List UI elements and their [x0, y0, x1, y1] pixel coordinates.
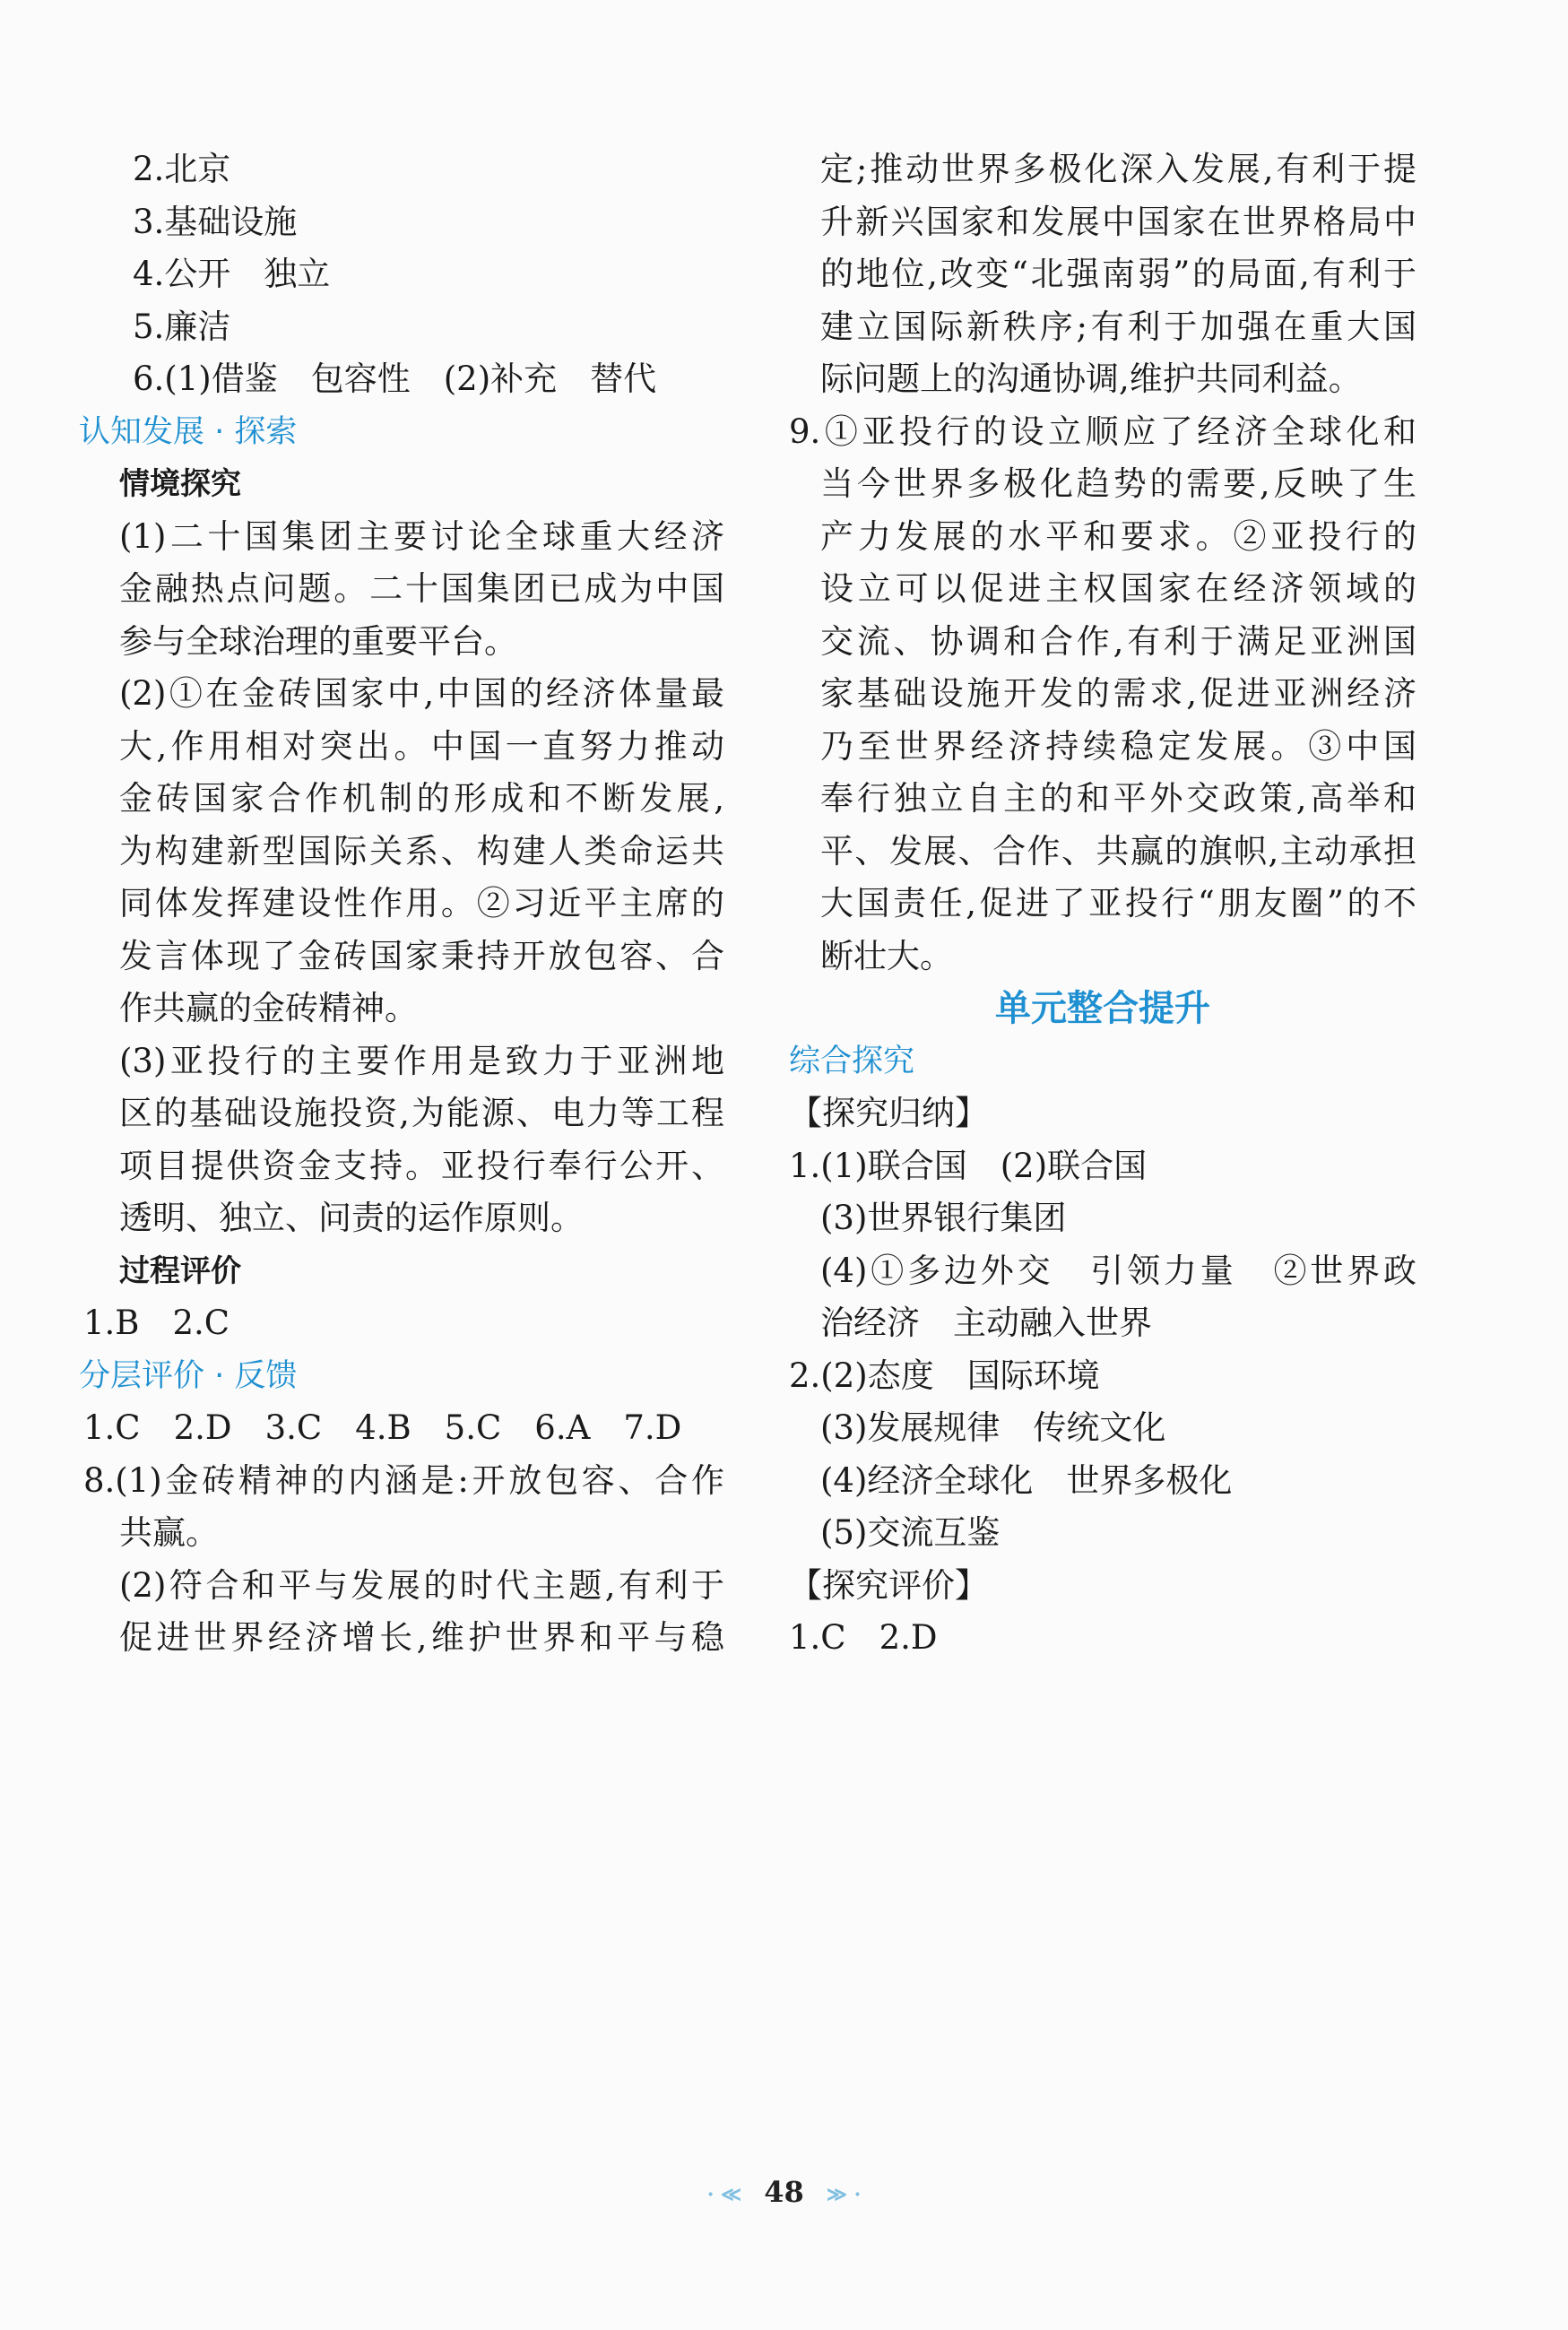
answer-line: 产力发展的水平和要求。②亚投行的: [820, 516, 1416, 556]
answer-line: 促进世界经济增长,维护世界和平与稳: [119, 1618, 724, 1657]
unit-title: 单元整合提升: [995, 987, 1210, 1029]
answer-line: (3)亚投行的主要作用是致力于亚洲地: [119, 1041, 724, 1080]
left-column: [79, 143, 724, 1665]
answer-line: 区的基础设施投资,为能源、电力等工程: [119, 1094, 724, 1132]
answer-line: 当今世界多极化趋势的需要,反映了生: [820, 464, 1416, 503]
answer-line: 8.(1)金砖精神的内涵是:开放包容、合作: [83, 1460, 724, 1500]
answer-line: 作共赢的金砖精神。: [119, 989, 418, 1027]
answer-line: 3.基础设施: [133, 202, 298, 241]
answer-line: 5.廉洁: [133, 307, 231, 346]
answer-line: 2.北京: [133, 150, 231, 188]
answer-line: 参与全球治理的重要平台。: [119, 621, 517, 661]
section-heading-feedback: 分层评价 · 反馈: [79, 1357, 298, 1394]
answer-line: 大国责任,促进了亚投行“朋友圈”的不: [820, 884, 1416, 922]
answer-line: 1.C 2.D: [789, 1618, 938, 1657]
answer-line: 透明、独立、问责的运作原则。: [119, 1199, 584, 1237]
answer-line: (2)符合和平与发展的时代主题,有利于: [119, 1565, 724, 1605]
answer-line: 2.(2)态度 国际环境: [789, 1356, 1100, 1395]
subheading-situation: 情境探究: [119, 466, 241, 502]
answer-line: (3)发展规律 传统文化: [820, 1408, 1166, 1447]
answer-line: 4.公开 独立: [133, 255, 331, 293]
answer-line: 9.①亚投行的设立顺应了经济全球化和: [789, 411, 1416, 451]
answer-line: 1.B 2.C: [83, 1304, 230, 1342]
answer-line: 发言体现了金砖国家秉持开放包容、合: [119, 936, 724, 975]
answer-line: 升新兴国家和发展中国家在世界格局中: [820, 202, 1416, 241]
answer-line: 金砖国家合作机制的形成和不断发展,: [119, 779, 724, 818]
answer-line: (4)经济全球化 世界多极化: [820, 1460, 1233, 1500]
footer-ornament-left: · ≪: [706, 2182, 742, 2206]
answer-line: (5)交流互鉴: [820, 1513, 1001, 1552]
answer-line: 建立国际新秩序;有利于加强在重大国: [820, 307, 1416, 346]
answer-line: 定;推动世界多极化深入发展,有利于提: [820, 150, 1416, 188]
answer-line: 共赢。: [119, 1513, 219, 1552]
answer-line: 大,作用相对突出。中国一直努力推动: [119, 726, 724, 766]
footer-ornament-right: ≫ ·: [826, 2182, 862, 2206]
answer-line: 乃至世界经济持续稳定发展。③中国: [820, 726, 1416, 766]
answer-line: 设立可以促进主权国家在经济领域的: [820, 569, 1416, 608]
answer-line: (3)世界银行集团: [820, 1199, 1067, 1237]
answer-line: 1.(1)联合国 (2)联合国: [789, 1146, 1148, 1185]
answer-line: 同体发挥建设性作用。②习近平主席的: [119, 884, 724, 922]
answer-line: 金融热点问题。二十国集团已成为中国: [119, 569, 724, 608]
answer-line: 治经济 主动融入世界: [820, 1304, 1152, 1342]
section-heading-comprehensive: 综合探究: [789, 1043, 915, 1079]
bracket-heading-evaluation: 【探究评价】: [789, 1565, 988, 1605]
section-heading-explore: 认知发展 · 探索: [79, 413, 298, 450]
answer-line: 断壮大。: [820, 936, 953, 975]
answer-line: 6.(1)借鉴 包容性 (2)补充 替代: [133, 359, 657, 398]
answer-line: 1.C 2.D 3.C 4.B 5.C 6.A 7.D: [83, 1408, 682, 1447]
answer-line: 的地位,改变“北强南弱”的局面,有利于: [820, 255, 1416, 293]
bracket-heading-summary: 【探究归纳】: [789, 1094, 988, 1132]
subheading-process-evaluation: 过程评价: [119, 1252, 241, 1289]
answer-line: (1)二十国集团主要讨论全球重大经济: [119, 516, 724, 556]
answer-line: (4)①多边外交 引领力量 ②世界政: [820, 1251, 1416, 1290]
answer-line: 奉行独立自主的和平外交政策,高举和: [820, 779, 1416, 818]
answer-line: 为构建新型国际关系、构建人类命运共: [119, 831, 724, 871]
answer-line: 交流、协调和合作,有利于满足亚洲国: [820, 621, 1416, 661]
page-footer: [0, 2175, 1568, 2209]
answer-line: 际问题上的沟通协调,维护共同利益。: [820, 359, 1362, 398]
answer-line: 家基础设施开发的需求,促进亚洲经济: [820, 674, 1416, 713]
answer-line: 项目提供资金支持。亚投行奉行公开、: [119, 1146, 724, 1185]
right-column: [789, 143, 1416, 1665]
answer-line: (2)①在金砖国家中,中国的经济体量最: [119, 674, 724, 713]
page-number: 48: [764, 2175, 804, 2209]
answer-line: 平、发展、合作、共赢的旗帜,主动承担: [820, 831, 1416, 871]
